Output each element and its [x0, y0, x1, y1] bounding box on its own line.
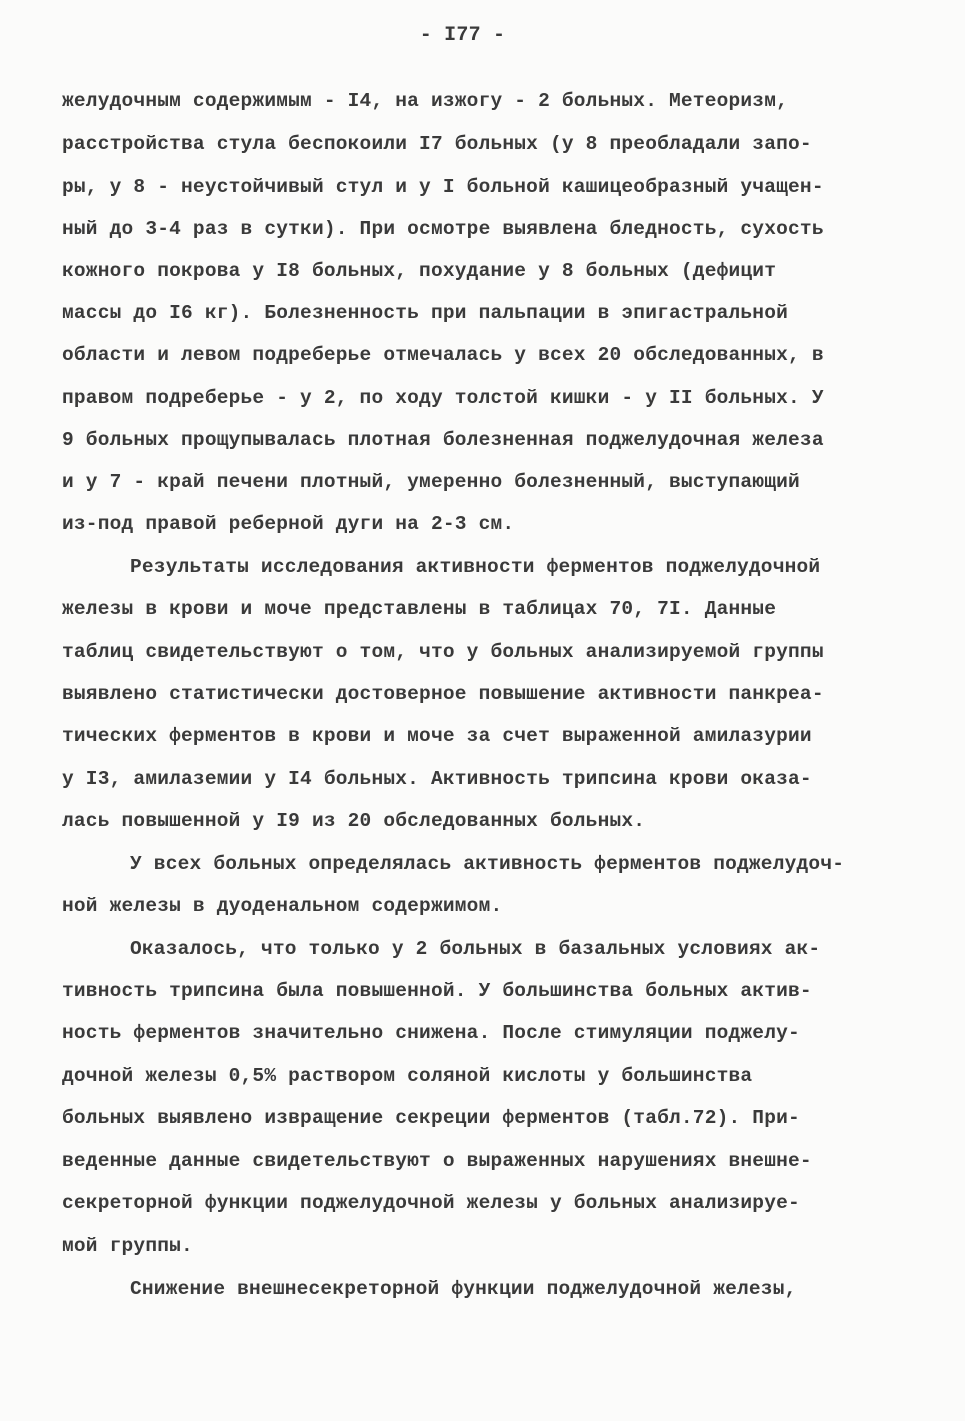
text-line: больных выявлено извращение секреции ферментов (табл.72). При-: [62, 1107, 800, 1129]
text-line: веденные данные свидетельствуют о выраженных нарушениях внешне-: [62, 1150, 812, 1172]
text-line: мой группы.: [62, 1235, 193, 1257]
text-line: железы в крови и моче представлены в таблицах 70, 7I. Данные: [62, 598, 777, 620]
paragraph-first-line: У всех больных определялась активность ферментов поджелудоч-: [130, 853, 845, 875]
text-line: ной железы в дуоденальном содержимом.: [62, 895, 503, 917]
text-line: тических ферментов в крови и моче за счет выраженной амилазурии: [62, 725, 812, 747]
text-line: у I3, амилаземии у I4 больных. Активность трипсина крови оказа-: [62, 768, 812, 790]
page-number: - I77 -: [419, 24, 506, 47]
text-line: выявлено статистически достоверное повышение активности панкреа-: [62, 683, 824, 705]
text-line: ный до 3-4 раз в сутки). При осмотре выявлена бледность, сухость: [62, 218, 824, 240]
paragraph-first-line: Результаты исследования активности ферментов поджелудочной: [130, 556, 821, 578]
text-line: расстройства стула беспокоили I7 больных (у 8 преобладали запо-: [62, 133, 812, 155]
text-line: тивность трипсина была повышенной. У большинства больных актив-: [62, 980, 812, 1002]
text-line: правом подреберье - у 2, по ходу толстой кишки - у II больных. У: [62, 387, 824, 409]
text-line: 9 больных прощупывалась плотная болезненная поджелудочная железа: [62, 429, 824, 451]
paragraph-first-line: Снижение внешнесекреторной функции поджелудочной железы,: [130, 1278, 797, 1300]
text-line: желудочным содержимым - I4, на изжогу - 2 больных. Метеоризм,: [62, 90, 789, 112]
text-line: ность ферментов значительно снижена. После стимуляции поджелу-: [62, 1022, 800, 1044]
text-line: области и левом подреберье отмечалась у всех 20 обследованных, в: [62, 344, 824, 366]
text-line: дочной железы 0,5% раствором соляной кислоты у большинства: [62, 1065, 753, 1087]
text-line: лась повышенной у I9 из 20 обследованных больных.: [62, 810, 646, 832]
paragraph-first-line: Оказалось, что только у 2 больных в базальных условиях ак-: [130, 938, 821, 960]
text-line: из-под правой реберной дуги на 2-3 см.: [62, 513, 515, 535]
text-line: секреторной функции поджелудочной железы у больных анализируе-: [62, 1192, 800, 1214]
text-line: таблиц свидетельствуют о том, что у больных анализируемой группы: [62, 641, 824, 663]
text-line: и у 7 - край печени плотный, умеренно болезненный, выступающий: [62, 471, 800, 493]
text-line: массы до I6 кг). Болезненность при пальпации в эпигастральной: [62, 302, 789, 324]
text-line: ры, у 8 - неустойчивый стул и у I больной кашицеобразный учащен-: [62, 176, 824, 198]
text-line: кожного покрова у I8 больных, похудание у 8 больных (дефицит: [62, 260, 777, 282]
